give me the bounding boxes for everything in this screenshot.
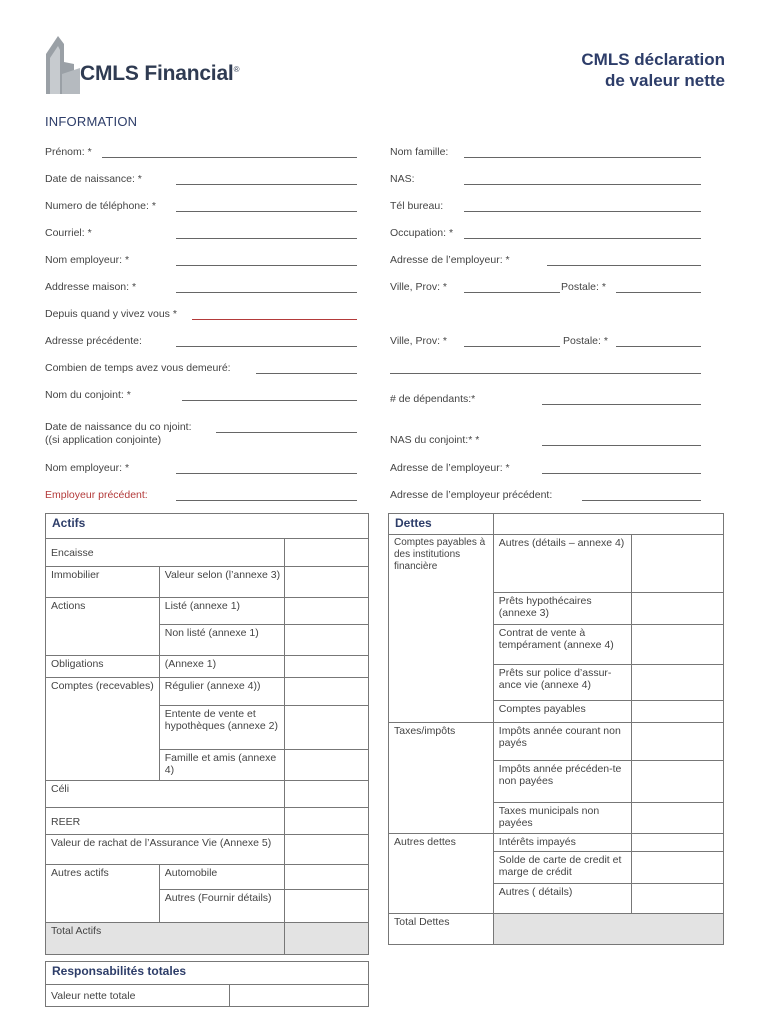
employeur-precedent-field[interactable]: [176, 500, 357, 501]
logo-wordmark: CMLS Financial®: [80, 62, 240, 85]
prets-hypothecaires-label: Prêts hypothécaires (annexe 3): [493, 593, 632, 625]
valeur-nette-label: Valeur nette totale: [46, 985, 230, 1007]
comptes-recevables-label: Comptes (recevables): [46, 678, 160, 781]
impots-courant-amount[interactable]: [632, 723, 724, 761]
regulier-amount[interactable]: [285, 678, 369, 706]
adresse-employeur-label: Adresse de l’employeur: *: [390, 254, 510, 266]
impots-precedente-label: Impôts année précéden-te non payées: [493, 761, 632, 803]
prets-police-label: Prêts sur police d’assur-ance vie (annexe 4): [493, 665, 632, 701]
adresse-maison-field[interactable]: [176, 292, 357, 293]
contrat-vente-label: Contrat de vente à tempérament (annexe 4): [493, 625, 632, 665]
nom-conjoint-label: Nom du conjoint: *: [45, 389, 131, 401]
rachat-amount[interactable]: [285, 835, 369, 865]
ville-prov-precedente-field[interactable]: [464, 346, 560, 347]
taxes-municipales-label: Taxes municipals non payées: [493, 803, 632, 834]
impots-courant-label: Impôts année courant non payés: [493, 723, 632, 761]
contrat-vente-amount[interactable]: [632, 625, 724, 665]
adresse-maison-label: Addresse maison: *: [45, 281, 137, 293]
comptes-payables-label: Comptes payables: [493, 701, 632, 723]
celi-label: Céli: [46, 781, 285, 808]
depuis-quand-field[interactable]: [192, 319, 357, 320]
famille-amount[interactable]: [285, 750, 369, 781]
reer-label: REER: [46, 808, 285, 835]
date-naissance-conjoint-label: Date de naissance du co njoint:: [45, 421, 192, 433]
rachat-label: Valeur de rachat de l’Assurance Vie (Annexe 5): [46, 835, 285, 865]
tel-bureau-field[interactable]: [464, 211, 701, 212]
dependants-field[interactable]: [542, 404, 701, 405]
document-title-line1: CMLS déclaration: [581, 50, 725, 69]
actions-cell-cont: [46, 625, 160, 656]
occupation-field[interactable]: [464, 238, 701, 239]
prets-hypothecaires-amount[interactable]: [632, 593, 724, 625]
postale-label: Postale: *: [561, 281, 606, 293]
date-naissance-field[interactable]: [176, 184, 357, 185]
autres-actifs-label: Autres actifs: [46, 865, 160, 890]
autres-details-dettes-label: Autres ( détails): [493, 884, 632, 914]
nom-famille-label: Nom famille:: [390, 146, 449, 158]
taxes-municipales-amount[interactable]: [632, 803, 724, 834]
nom-employeur-field[interactable]: [176, 265, 357, 266]
information-heading: INFORMATION: [45, 114, 138, 129]
adresse-employeur-conjoint-label: Adresse de l’employeur: *: [390, 462, 510, 474]
nom-employeur-conjoint-label: Nom employeur: *: [45, 462, 130, 474]
encaisse-amount[interactable]: [285, 539, 369, 567]
autres-dettes-label: Autres dettes: [389, 834, 494, 914]
date-naissance-conjoint-field[interactable]: [216, 432, 357, 433]
dependants-label: # de dépendants:*: [390, 393, 476, 405]
nas-field[interactable]: [464, 184, 701, 185]
autres-details-label: Autres (Fournir détails): [159, 890, 285, 923]
reer-amount[interactable]: [285, 808, 369, 835]
total-dettes-label: Total Dettes: [389, 914, 494, 945]
postale-precedente-label: Postale: *: [563, 335, 608, 347]
liste-label: Listé (annexe 1): [159, 598, 285, 625]
courriel-field[interactable]: [176, 238, 357, 239]
valeur-selon-label: Valeur selon (l’annexe 3): [159, 567, 285, 598]
entente-amount[interactable]: [285, 706, 369, 750]
responsabilites-heading: Responsabilités totales: [46, 962, 369, 985]
nom-famille-field[interactable]: [464, 157, 701, 158]
adresse-employeur-field[interactable]: [547, 265, 701, 266]
prenom-field[interactable]: [102, 157, 357, 158]
depuis-quand-label: Depuis quand y vivez vous *: [45, 308, 177, 320]
nas-label: NAS:: [390, 173, 415, 185]
total-dettes-amount[interactable]: [493, 914, 723, 945]
dettes-heading: Dettes: [389, 514, 494, 535]
interets-impayes-amount[interactable]: [632, 834, 724, 852]
ville-prov-label: Ville, Prov: *: [390, 281, 447, 293]
adresse-employeur-precedent-label: Adresse de l’employeur précédent:: [390, 489, 553, 501]
occupation-label: Occupation: *: [390, 227, 454, 239]
nom-employeur-label: Nom employeur: *: [45, 254, 130, 266]
adresse-precedente-field[interactable]: [176, 346, 357, 347]
combien-temps-field[interactable]: [256, 373, 357, 374]
telephone-label: Numero de téléphone: *: [45, 200, 156, 212]
valeur-nette-amount[interactable]: [230, 985, 369, 1007]
comptes-payables-institutions-label: Comptes payables à des institutions financière: [389, 535, 494, 723]
solde-carte-amount[interactable]: [632, 852, 724, 884]
document-title-line2: de valeur nette: [605, 71, 725, 90]
tel-bureau-label: Tél bureau:: [390, 200, 444, 212]
nom-employeur-conjoint-field[interactable]: [176, 473, 357, 474]
interets-impayes-label: Intérêts impayés: [493, 834, 632, 852]
adresse-precedente-label: Adresse précédente:: [45, 335, 142, 347]
combien-temps-label: Combien de temps avez vous demeuré:: [45, 362, 231, 374]
postale-field[interactable]: [616, 292, 701, 293]
immobilier-amount[interactable]: [285, 567, 369, 598]
obligations-annexe-label: (Annexe 1): [159, 656, 285, 678]
famille-label: Famille et amis (annexe 4): [159, 750, 285, 781]
prets-police-amount[interactable]: [632, 665, 724, 701]
total-actifs-label: Total Actifs: [46, 923, 285, 955]
actions-liste-amount[interactable]: [285, 598, 369, 625]
postale-precedente-field[interactable]: [616, 346, 701, 347]
si-application-conjointe-label: ((si application conjointe): [45, 434, 162, 446]
document-title: [581, 49, 725, 91]
employeur-precedent-label: Employeur précédent:: [45, 489, 148, 501]
actifs-heading: Actifs: [46, 514, 369, 539]
encaisse-label: Encaisse: [46, 539, 285, 567]
autres-details-amount[interactable]: [285, 890, 369, 923]
automobile-label: Automobile: [159, 865, 285, 890]
adresse-employeur-precedent-field[interactable]: [582, 500, 701, 501]
entente-label: Entente de vente et hypothèques (annexe 2): [159, 706, 285, 750]
combien-temps-line[interactable]: [390, 373, 701, 374]
responsabilites-table: [45, 961, 369, 1007]
actifs-table: [45, 513, 369, 955]
nas-conjoint-label: NAS du conjoint:* *: [390, 434, 480, 446]
ville-prov-field[interactable]: [464, 292, 560, 293]
autres-annexe-label: Autres (détails – annexe 4): [493, 535, 632, 593]
courriel-label: Courriel: *: [45, 227, 92, 239]
date-naissance-label: Date de naissance: *: [45, 173, 142, 185]
regulier-label: Régulier (annexe 4)): [159, 678, 285, 706]
impots-precedente-amount[interactable]: [632, 761, 724, 803]
solde-carte-label: Solde de carte de credit et marge de crédit: [493, 852, 632, 884]
dettes-heading-blank: [493, 514, 723, 535]
nas-conjoint-field[interactable]: [542, 445, 701, 446]
obligations-label: Obligations: [46, 656, 160, 678]
cmls-logo-mark-icon: [44, 34, 84, 96]
actions-label: Actions: [46, 598, 160, 625]
actions-non-liste-amount[interactable]: [285, 625, 369, 656]
telephone-field[interactable]: [176, 211, 357, 212]
dettes-table: [388, 513, 724, 945]
automobile-amount[interactable]: [285, 865, 369, 890]
comptes-payables-amount[interactable]: [632, 701, 724, 723]
nom-conjoint-field[interactable]: [182, 400, 357, 401]
prenom-label: Prénom: *: [45, 146, 92, 158]
adresse-employeur-conjoint-field[interactable]: [542, 473, 701, 474]
non-liste-label: Non listé (annexe 1): [159, 625, 285, 656]
taxes-impots-label: Taxes/impôts: [389, 723, 494, 834]
autres-annexe-amount[interactable]: [632, 535, 724, 593]
autres-actifs-cont: [46, 890, 160, 923]
autres-details-dettes-amount[interactable]: [632, 884, 724, 914]
obligations-amount[interactable]: [285, 656, 369, 678]
immobilier-label: Immobilier: [46, 567, 160, 598]
celi-amount[interactable]: [285, 781, 369, 808]
total-actifs-amount[interactable]: [285, 923, 369, 955]
ville-prov-precedente-label: Ville, Prov: *: [390, 335, 447, 347]
